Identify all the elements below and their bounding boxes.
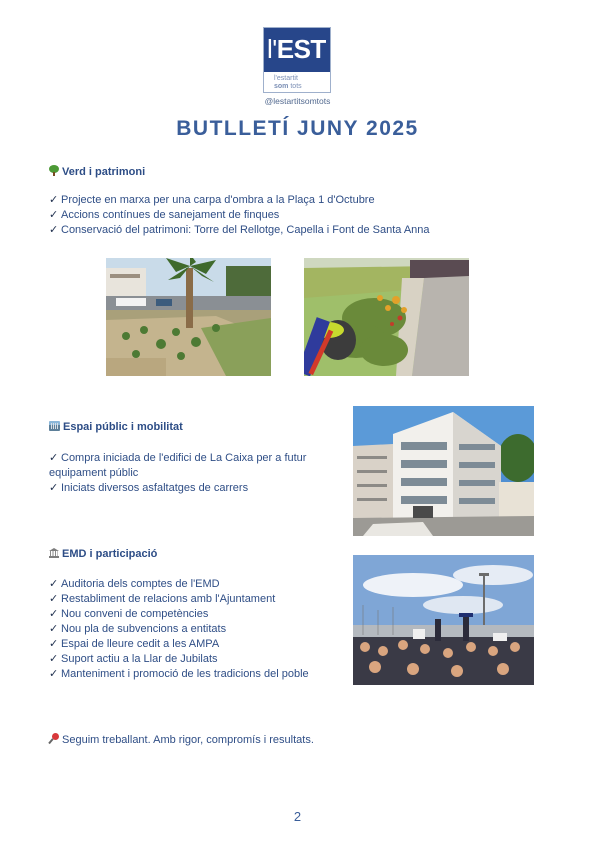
list-item	[49, 622, 309, 637]
check-icon: ✓	[49, 194, 59, 206]
pushpin-icon	[49, 733, 59, 744]
list-item-text: Suport actiu a la Llar de Jubilats	[61, 653, 218, 665]
list-item-text: Restabliment de relacions amb l'Ajuntament	[61, 593, 276, 605]
section-list-verd	[49, 193, 430, 238]
list-item	[49, 451, 306, 466]
list-item	[49, 652, 309, 667]
check-icon: ✓	[49, 638, 59, 650]
classical-building-icon	[49, 548, 59, 558]
closing-message	[49, 733, 314, 746]
list-item-text: Iniciats diversos asfaltatges de carrers	[61, 482, 249, 494]
list-item	[49, 481, 306, 496]
closing-text: Seguim treballant. Amb rigor, compromís i resultats.	[62, 734, 314, 746]
list-item-text: Nou pla de subvencions a entitats	[61, 623, 227, 635]
check-icon: ✓	[49, 224, 59, 236]
logo-prefix: l'	[267, 34, 277, 64]
logo-tagline-2-bold: som	[274, 83, 289, 90]
photo-la-caixa-building	[353, 406, 534, 536]
logo-tagline-1: l'estartit	[274, 75, 298, 82]
list-item	[49, 667, 309, 682]
cityscape-icon	[49, 421, 60, 431]
check-icon: ✓	[49, 578, 59, 590]
list-item-text: Accions contínues de sanejament de finques	[61, 209, 280, 221]
list-item	[49, 577, 309, 592]
list-item	[49, 607, 309, 622]
logo-tagline-2	[274, 83, 302, 91]
list-item	[49, 592, 309, 607]
photo-tradition-event	[353, 555, 534, 685]
section-list-espai	[49, 451, 306, 496]
logo	[263, 27, 331, 93]
check-icon: ✓	[49, 608, 59, 620]
check-icon: ✓	[49, 209, 59, 221]
list-item-text: Nou conveni de competències	[61, 608, 209, 620]
section-heading-espai	[49, 421, 183, 433]
section-heading-emd	[49, 548, 157, 560]
list-item-text: Espai de lleure cedit a les AMPA	[61, 638, 220, 650]
logo-tagline-2-rest: tots	[288, 83, 302, 90]
list-item-continuation	[49, 466, 306, 481]
social-handle: @lestartitsomtots	[264, 96, 331, 106]
photo-garden-palm	[106, 258, 271, 376]
list-item-text: Compra iniciada de l'edifici de La Caixa per a futur	[61, 452, 307, 464]
section-heading-label: Espai públic i mobilitat	[63, 421, 183, 433]
list-item-text: Projecte en marxa per una carpa d'ombra a la Plaça 1 d'Octubre	[61, 194, 375, 206]
list-item-text: Auditoria dels comptes de l'EMD	[61, 578, 220, 590]
list-item	[49, 208, 430, 223]
section-heading-verd	[49, 165, 145, 178]
list-item	[49, 637, 309, 652]
list-item-text: Conservació del patrimoni: Torre del Rellotge, Capella i Font de Santa Anna	[61, 224, 430, 236]
list-item	[49, 223, 430, 238]
list-item-text: Manteniment i promoció de les tradicions del poble	[61, 668, 309, 680]
tree-icon	[49, 165, 59, 176]
logo-banner	[264, 28, 330, 72]
page-number: 2	[293, 809, 302, 824]
check-icon: ✓	[49, 452, 59, 464]
logo-wordmark	[267, 35, 326, 63]
section-list-emd	[49, 577, 309, 682]
page-title: BUTLLETÍ JUNY 2025	[176, 117, 419, 140]
check-icon: ✓	[49, 593, 59, 605]
section-heading-label: EMD i participació	[62, 548, 158, 560]
check-icon: ✓	[49, 482, 59, 494]
check-icon: ✓	[49, 623, 59, 635]
logo-main: EST	[276, 34, 326, 64]
section-heading-label: Verd i patrimoni	[62, 166, 146, 178]
check-icon: ✓	[49, 668, 59, 680]
list-item-text: equipament públic	[49, 467, 139, 479]
list-item	[49, 193, 430, 208]
photo-flower-bed	[304, 258, 469, 376]
check-icon: ✓	[49, 653, 59, 665]
